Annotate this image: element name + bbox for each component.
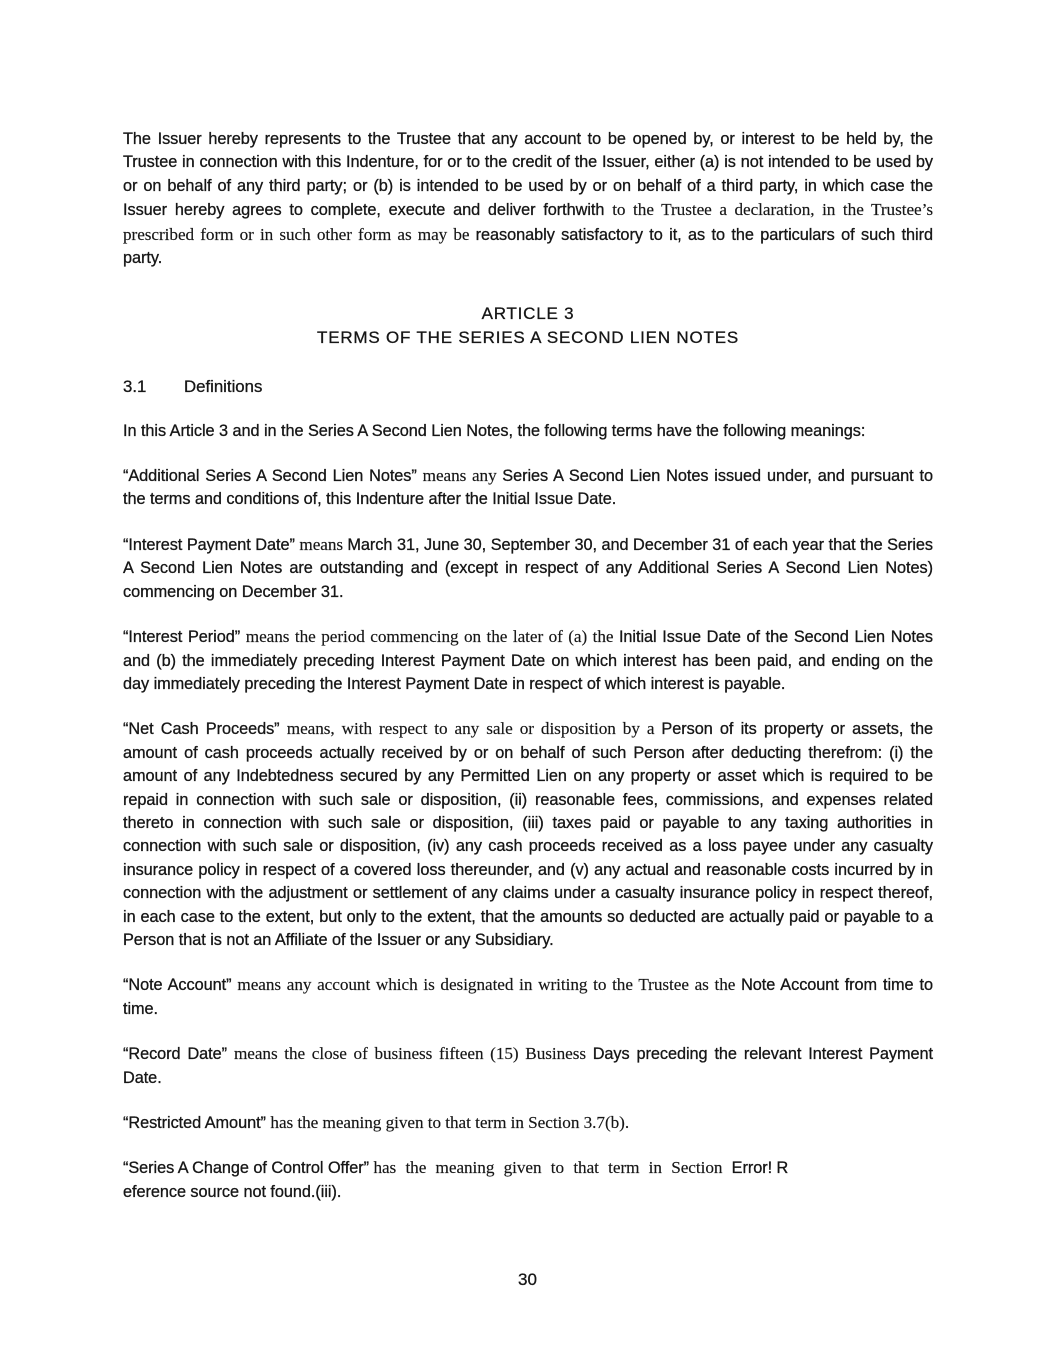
definition-interest-payment-date bbox=[123, 533, 933, 604]
text-segment: The Issuer hereby represents to the Trustee that any account to be opened by, or interest to be held by, the Trustee in connection with this Indenture, for or to the credit of the Issuer, either (a) is not intended to be used by or on behalf of any third party; or (b) is intended to be used by or on behalf of a third party, in which case the Issuer hereby agrees to complete, execute and deliver forthwith bbox=[123, 130, 933, 220]
intro-paragraph bbox=[123, 128, 933, 270]
text-segment: “Interest Payment Date” bbox=[123, 535, 300, 554]
heading-line: ARTICLE 3 bbox=[481, 304, 575, 324]
text-segment: Note Account from time to time. bbox=[123, 976, 933, 1018]
text-segment: “Additional Series A Second Lien Notes” bbox=[123, 467, 423, 486]
page-number: 30 bbox=[518, 1270, 537, 1289]
text-segment: “Net Cash Proceeds” bbox=[123, 720, 287, 739]
definition-series-a-change-of-control-offer bbox=[123, 1156, 933, 1204]
definitions-intro bbox=[123, 420, 933, 443]
section-number: 3.1 bbox=[123, 377, 147, 397]
text-segment: Person of its property or assets, the amount of cash proceeds actually received by or on behalf of such Person after deducting therefrom: (i) the amount of any Indebtedness secured by any Permitted Lien on any property or asset which is required to be repaid in connection with such sale or disposition, (ii) reasonable fees, commissions, and expenses related thereto in connection with such sale or disposition, (iii) taxes paid or payable to any taxing authorities in connection with such sale or disposition, (iv) any cash proceeds received as a loss payee under any casualty insurance policy in respect of a covered loss thereunder, and (v) any actual and reasonable costs incurred by in connection with the adjustment or settlement of any claims under a casualty insurance policy in respect thereof, in each case to the extent, but only to the extent, that the amounts so deducted are actually paid or payable to a Person that is not an Affiliate of the Issuer or any Subsidiary. bbox=[123, 720, 933, 949]
definition-additional-series-a-second-lien-notes bbox=[123, 464, 933, 512]
definition-restricted-amount bbox=[123, 1111, 933, 1135]
document-body bbox=[123, 128, 933, 1204]
text-segment: Error! R bbox=[731, 1159, 789, 1178]
text-segment: has the meaning given to that term in Section 3.7(b). bbox=[270, 1113, 630, 1132]
text-segment: “Restricted Amount” bbox=[123, 1114, 271, 1132]
definition-record-date bbox=[123, 1042, 933, 1090]
text-segment: has the meaning given to that term in Section bbox=[373, 1158, 732, 1178]
text-segment: Series A Second Lien Notes issued under, and pursuant to the terms and conditions of, this Indenture after the Initial Issue Date. bbox=[123, 467, 933, 509]
definition-note-account bbox=[123, 973, 933, 1021]
text-segment: “Series A Change of Control Offer” bbox=[123, 1159, 374, 1178]
text-segment: means any bbox=[422, 466, 503, 486]
text-segment: Days preceding the relevant Interest Payment Date. bbox=[123, 1045, 933, 1087]
heading-line: TERMS OF THE SERIES A SECOND LIEN NOTES bbox=[317, 327, 739, 347]
text-segment: means the close of business fifteen (15) Business bbox=[233, 1044, 593, 1064]
text-segment: means, with respect to any sale or disposition by a bbox=[286, 719, 662, 739]
text-segment: to the Trustee a declaration, in the Trustee’s prescribed form or in such other form as may be bbox=[123, 200, 933, 244]
text-segment: “Record Date” bbox=[123, 1045, 234, 1064]
text-segment: “Interest Period” bbox=[123, 628, 246, 647]
text-segment: Initial Issue Date of the Second Lien Notes and (b) the immediately preceding Interest Payment Date on which interest has been paid, and ending on the day immediately preceding the Interest Payment Date in respect of which interest is payable. bbox=[123, 628, 933, 693]
section-3-1-heading bbox=[123, 375, 933, 398]
section-title: Definitions bbox=[184, 377, 263, 397]
definition-interest-period bbox=[123, 625, 933, 696]
text-segment: March 31, June 30, September 30, and December 31 of each year that the Series A Second Lien Notes are outstanding and (except in respect of any Additional Series A Second Lien Notes) commencing on December 31. bbox=[123, 535, 934, 601]
definition-net-cash-proceeds bbox=[123, 717, 933, 952]
article-heading bbox=[123, 302, 933, 349]
text-segment: means any account which is designated in writing to the Trustee as the bbox=[237, 975, 742, 995]
text-segment: means the period commencing on the later of (a) the bbox=[245, 627, 619, 647]
text-segment: In this Article 3 and in the Series A Second Lien Notes, the following terms have the following meanings: bbox=[123, 421, 866, 440]
text-segment: “Note Account” bbox=[123, 976, 238, 995]
text-segment: eference source not found.(iii). bbox=[123, 1182, 342, 1201]
text-segment: means bbox=[299, 534, 348, 554]
text-segment: reasonably satisfactory to it, as to the particulars of such third party. bbox=[123, 225, 933, 268]
